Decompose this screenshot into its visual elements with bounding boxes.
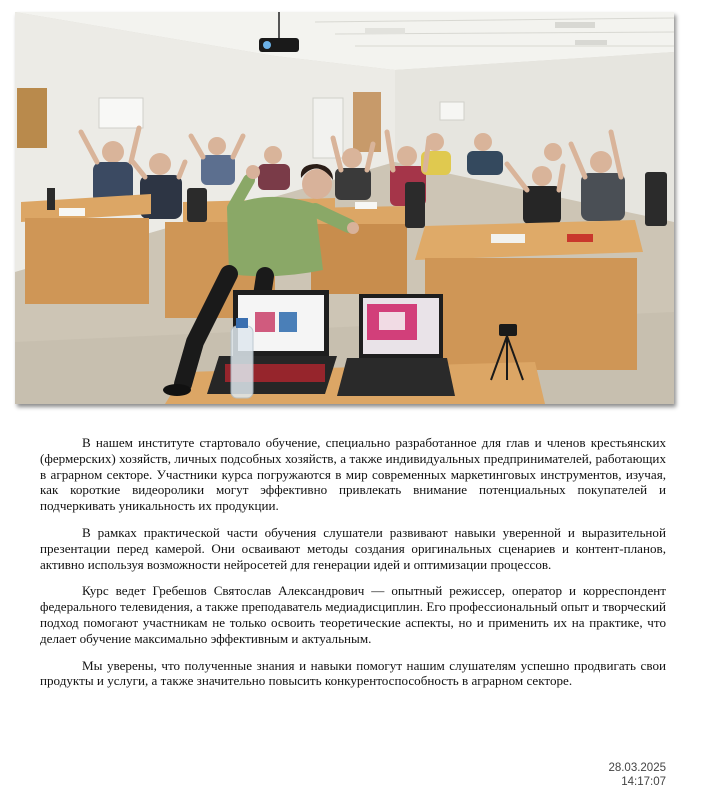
article-paragraph: В нашем институте стартовало обучение, специально разработанное для глав и членов крестьянских (фермерских) хозяйств, личных подсобных хозяйств, а также индивидуальных предпринимателей, работающих в аграрном секторе. Участники курса погружаются в мир современных маркетинговых инструментов, изучая, как короткие видеоролики могут эффективно привлекать внимание потенциальных покупателей и подчеркивать уникальность их продукции. xyxy=(40,435,666,514)
article-paragraph: Курс ведет Гребешов Святослав Александрович — опытный режиссер, оператор и корреспондент федерального телевидения, а также преподаватель медиадисциплин. Его профессиональный опыт и творческий подход помогают участникам не только освоить теоретические аспекты, но и применить их на практике, что делает обучение максимально эффективным и актуальным. xyxy=(40,583,666,646)
publication-date: 28.03.2025 xyxy=(608,762,666,774)
article-paragraph: Мы уверены, что полученные знания и навыки помогут нашим слушателям успешно продвигать свои продукты и услуги, а также значительно повысить конкурентоспособность в аграрном секторе. xyxy=(40,657,666,689)
publication-time: 14:17:07 xyxy=(621,776,666,788)
classroom-photo-illustration xyxy=(15,12,674,404)
publication-timestamp xyxy=(608,761,666,789)
classroom-photo xyxy=(15,12,674,404)
article-paragraph: В рамках практической части обучения слушатели развивают навыки уверенной и выразительной презентации перед камерой. Они осваивают методы создания оригинальных сценариев и контент-планов, активно используя возможности нейросетей для генерации идей и оптимизации процессов. xyxy=(40,524,666,572)
article-body xyxy=(40,435,666,700)
